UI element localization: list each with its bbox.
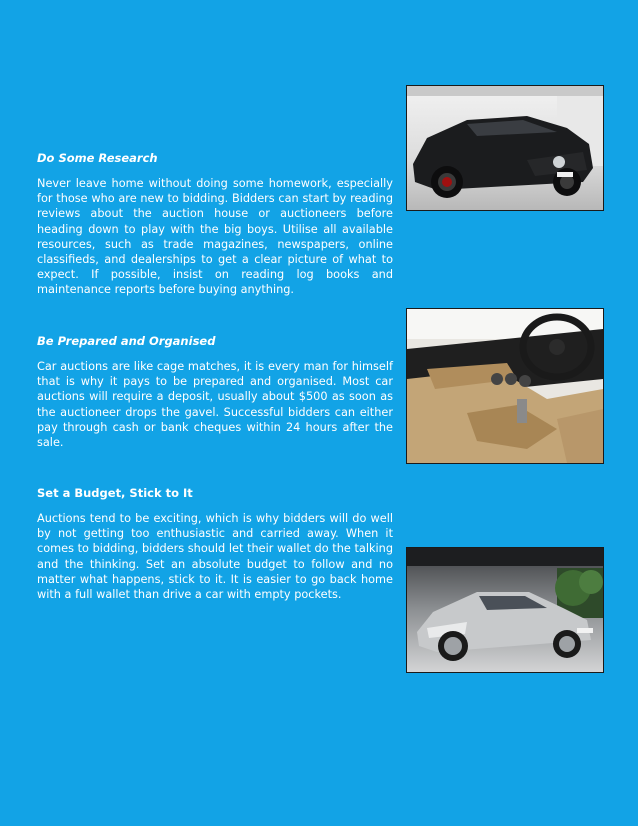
section-prepared xyxy=(37,334,393,450)
photo-silver-sports-car xyxy=(406,547,604,673)
section-research xyxy=(37,151,393,298)
section-text-prepared: Car auctions are like cage matches, it is every man for himself that is why it pays to be prepared and organised. Most car auctions will require a deposit, usually about $500 as soon as the auctioneer drops the gavel. Successful bidders can either pay through cash or bank cheques within 24 hours after the sale. xyxy=(37,360,393,450)
section-text-budget: Auctions tend to be exciting, which is why bidders will do well by not getting too enthusiastic and carried away. When it comes to bidding, bidders should let their wallet do the talking and the thinking. Set an absolute budget to follow and no matter what happens, stick to it. It is easier to go back home with a full wallet than drive a car with empty pockets. xyxy=(37,512,393,602)
section-heading-budget: Set a Budget, Stick to It xyxy=(37,486,193,500)
section-heading-prepared: Be Prepared and Organised xyxy=(37,334,216,348)
photo-car-interior xyxy=(406,308,604,464)
section-heading-research: Do Some Research xyxy=(37,151,158,165)
section-text-research: Never leave home without doing some homework, especially for those who are new to bidding. Bidders can start by reading reviews about the auction house or auctioneers before heading down to play with the big boys. Utilise all available resources, such as trade magazines, newspapers, online classifieds, and dealerships to get a clear picture of what to expect. If possible, insist on reading log books and maintenance reports before buying anything. xyxy=(37,177,393,297)
photo-black-coupe xyxy=(406,85,604,211)
section-budget xyxy=(37,486,393,602)
